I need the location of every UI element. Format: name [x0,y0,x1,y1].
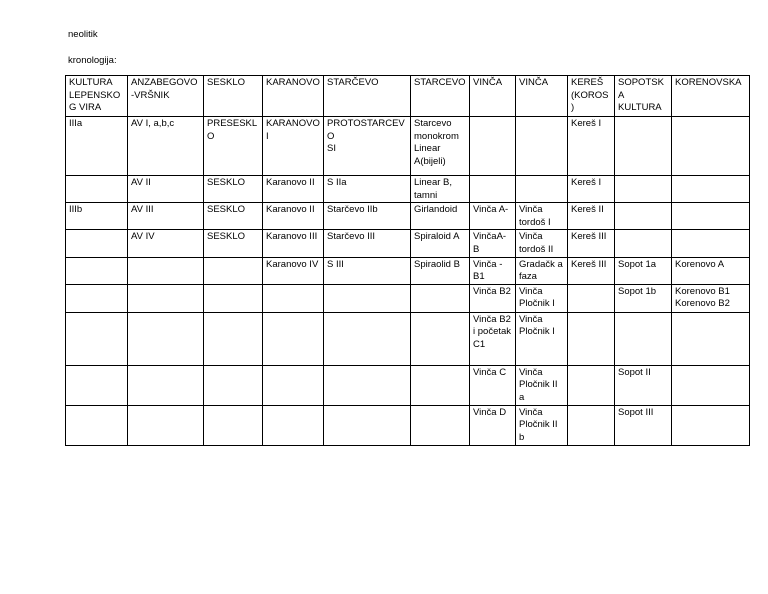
table-cell: Vinča Pločnik II b [516,405,568,445]
table-cell: Starčevo III [324,230,411,257]
table-cell: AV III [128,203,204,230]
table-cell: S III [324,257,411,284]
table-cell: AV I, a,b,c [128,117,204,176]
table-cell [128,257,204,284]
table-cell: Sopot 1a [615,257,672,284]
table-cell [66,312,128,365]
table-cell: AV II [128,176,204,203]
table-cell: IIIb [66,203,128,230]
table-cell: Kereš I [568,117,615,176]
table-cell: KARANOVO I [263,117,324,176]
table-cell: Sopot II [615,365,672,405]
table-cell [470,117,516,176]
table-cell [470,176,516,203]
table-cell: Vinča - B1 [470,257,516,284]
table-cell [568,312,615,365]
header-cell: STARČEVO [324,76,411,117]
table-cell: Kereš II [568,203,615,230]
table-cell [263,284,324,312]
table-cell [568,284,615,312]
table-row [66,117,750,176]
table-row [66,230,750,257]
table-cell: Girlandoid [411,203,470,230]
table-cell: Spiraolid B [411,257,470,284]
table-cell: Vinča tordoš II [516,230,568,257]
table-cell [263,405,324,445]
table-cell: Vinča Pločnik I [516,312,568,365]
table-cell [263,312,324,365]
table-cell [615,117,672,176]
table-cell [672,405,750,445]
table-cell [672,117,750,176]
document-subtitle: kronologija: [68,55,117,66]
header-cell: VINČA [516,76,568,117]
table-cell [204,284,263,312]
table-cell: Vinča B2 [470,284,516,312]
table-cell: IIIa [66,117,128,176]
table-cell [516,117,568,176]
table-cell [204,405,263,445]
table-cell [128,284,204,312]
table-cell [204,365,263,405]
table-cell: Vinča A- [470,203,516,230]
table-cell: Vinča B2 i početak C1 [470,312,516,365]
table-cell [672,312,750,365]
table-cell [66,257,128,284]
table-cell: Kereš III [568,230,615,257]
table-row [66,405,750,445]
table-cell [66,176,128,203]
table-cell: Vinča tordoš I [516,203,568,230]
header-cell: VINČA [470,76,516,117]
table-cell: VinčaA-B [470,230,516,257]
table-cell: Spiraloid A [411,230,470,257]
table-cell [411,312,470,365]
table-row [66,176,750,203]
table-cell [66,405,128,445]
header-cell: ANZABEGOVO-VRŠNIK [128,76,204,117]
table-cell: S IIa [324,176,411,203]
table-row [66,284,750,312]
table-cell: AV IV [128,230,204,257]
table-cell: PROTOSTARCEV O SI [324,117,411,176]
table-cell [615,176,672,203]
table-cell [66,230,128,257]
table-cell: SESKLO [204,176,263,203]
header-cell: STARCEVO [411,76,470,117]
table-cell [324,312,411,365]
table-row [66,257,750,284]
table-cell [66,284,128,312]
header-cell: KEREŠ (KOROS) [568,76,615,117]
table-cell [204,312,263,365]
table-cell [128,405,204,445]
table-cell: PRESESKLO [204,117,263,176]
table-cell: Sopot 1b [615,284,672,312]
table-cell [128,365,204,405]
table-cell [411,365,470,405]
table-cell: Kereš I [568,176,615,203]
table-cell [263,365,324,405]
table-cell [672,176,750,203]
table-cell: Karanovo IV [263,257,324,284]
table-cell: Korenovo B1 Korenovo B2 [672,284,750,312]
header-cell: SOPOTSKA KULTURA [615,76,672,117]
table-cell [568,405,615,445]
table-cell [672,203,750,230]
table-cell: Kereš III [568,257,615,284]
table-cell [324,405,411,445]
table-cell: Starčevo IIb [324,203,411,230]
table-cell: Vinča C [470,365,516,405]
table-cell: Starcevo monokrom Linear A(bijeli) [411,117,470,176]
table-row [66,203,750,230]
table-cell: Karanovo III [263,230,324,257]
table-cell: Sopot III [615,405,672,445]
table-cell [672,365,750,405]
table-cell [128,312,204,365]
header-cell: SESKLO [204,76,263,117]
table-row [66,365,750,405]
table-cell [204,257,263,284]
table-cell: Karanovo II [263,176,324,203]
table-cell [411,284,470,312]
header-cell: KARANOVO [263,76,324,117]
table-cell [411,405,470,445]
chronology-table [65,75,750,446]
table-cell: SESKLO [204,203,263,230]
table-cell [516,176,568,203]
table-row [66,312,750,365]
table-cell: SESKLO [204,230,263,257]
table-body [66,76,750,446]
document-title: neolitik [68,29,98,40]
table-cell [568,365,615,405]
table-cell [66,365,128,405]
table-cell: Karanovo II [263,203,324,230]
table-cell [615,312,672,365]
table-cell [672,230,750,257]
table-cell [615,203,672,230]
table-cell: Vinča Pločnik I [516,284,568,312]
table-header-row [66,76,750,117]
table-cell: Linear B, tamni [411,176,470,203]
header-cell: KULTURA LEPENSKO G VIRA [66,76,128,117]
table-cell: Korenovo A [672,257,750,284]
table-cell [324,284,411,312]
table-cell: Gradačk a faza [516,257,568,284]
table-cell [324,365,411,405]
table-cell [615,230,672,257]
table-cell: Vinča D [470,405,516,445]
header-cell: KORENOVSKA [672,76,750,117]
table-cell: Vinča Pločnik II a [516,365,568,405]
